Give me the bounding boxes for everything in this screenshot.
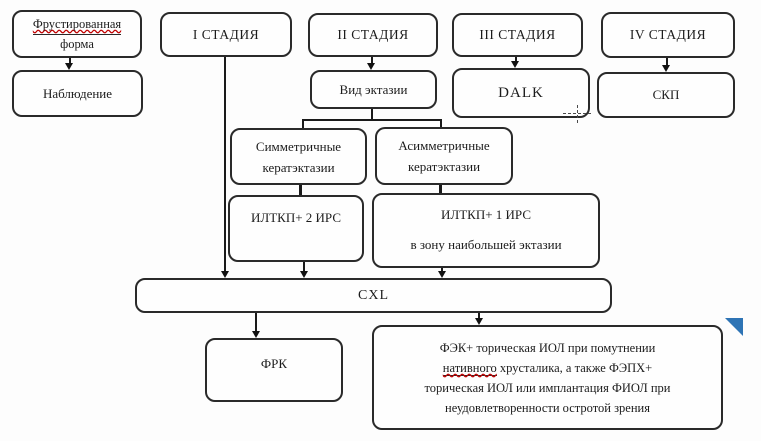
arrowhead-stage2-ectasia <box>367 63 375 70</box>
connector-cxl-frk <box>255 313 257 331</box>
arrowhead-frustrated-observation <box>65 63 73 70</box>
asymmetric-line2: кератэктазии <box>407 159 481 174</box>
box-frk <box>205 338 343 402</box>
box-frustrated-form <box>12 10 142 58</box>
crosshair-cursor-icon <box>577 105 578 123</box>
box-final-treatment <box>372 325 723 430</box>
stage-1-label: I СТАДИЯ <box>192 26 260 42</box>
ectasia-type-label: Вид эктазии <box>339 81 408 97</box>
arrowhead-iltkp1-cxl <box>438 271 446 278</box>
stage-3-label: III СТАДИЯ <box>479 27 556 42</box>
dalk-label: DALK <box>498 85 544 101</box>
comment-marker-icon <box>725 318 743 336</box>
box-stage-2 <box>308 13 438 57</box>
frustrated-form-line1: Фрустированная <box>33 15 121 35</box>
connector-asymmetric-iltkp1 <box>439 185 442 193</box>
box-stage-3 <box>452 13 583 57</box>
symmetric-line2: кератэктазии <box>262 159 335 175</box>
frk-label: ФРК <box>260 356 288 371</box>
box-iltkp-2irs <box>228 195 364 262</box>
box-stage-4 <box>601 12 735 58</box>
box-skp <box>597 72 735 118</box>
box-observation <box>12 70 143 117</box>
final-line1: ФЭК+ торическая ИОЛ при помутнении <box>439 340 656 355</box>
arrowhead-cxl-frk <box>252 331 260 338</box>
box-stage-1 <box>160 12 292 57</box>
box-symmetric-keratectasia <box>230 128 367 185</box>
box-cxl <box>135 278 612 313</box>
arrowhead-iltkp2-cxl <box>300 271 308 278</box>
iltkp-1irs-line1: ИЛТКП+ 1 ИРС <box>441 207 531 222</box>
stage-4-label: IV СТАДИЯ <box>629 27 707 42</box>
connector-split-to-symmetric <box>302 119 304 128</box>
iltkp-1irs-line2: в зону наибольшей эктазии <box>410 237 562 252</box>
iltkp-2irs-label: ИЛТКП+ 2 ИРС <box>251 210 341 225</box>
box-iltkp-1irs <box>372 193 600 268</box>
final-line2 <box>443 358 652 378</box>
final-line2-misspelled-word: нативного <box>442 360 497 375</box>
connector-split-to-asymmetric <box>440 119 442 127</box>
final-line4: неудовлетворенности остротой зрения <box>445 400 650 415</box>
arrowhead-cxl-final <box>475 318 483 325</box>
box-dalk <box>452 68 590 118</box>
frustrated-form-line2: форма <box>60 36 94 51</box>
asymmetric-line1: Асимметричные <box>398 138 490 153</box>
final-line3: торическая ИОЛ или имплантация ФИОЛ при <box>424 380 671 395</box>
connector-stage1-cxl <box>224 57 226 272</box>
arrowhead-stage3-dalk <box>511 61 519 68</box>
box-ectasia-type <box>310 70 437 109</box>
arrowhead-stage4-skp <box>662 65 670 72</box>
connector-ectasia-split-bar <box>302 119 442 121</box>
stage-2-label: II СТАДИЯ <box>337 27 409 42</box>
box-asymmetric-keratectasia <box>375 127 513 185</box>
cxl-label: CXL <box>358 287 389 303</box>
connector-symmetric-iltkp2 <box>299 185 302 195</box>
arrowhead-stage1-cxl <box>221 271 229 278</box>
final-line2-rest: хрусталика, а также ФЭПХ+ <box>496 360 653 375</box>
observation-label: Наблюдение <box>42 85 113 101</box>
symmetric-line1: Симметричные <box>255 138 342 154</box>
skp-label: СКП <box>652 87 680 102</box>
